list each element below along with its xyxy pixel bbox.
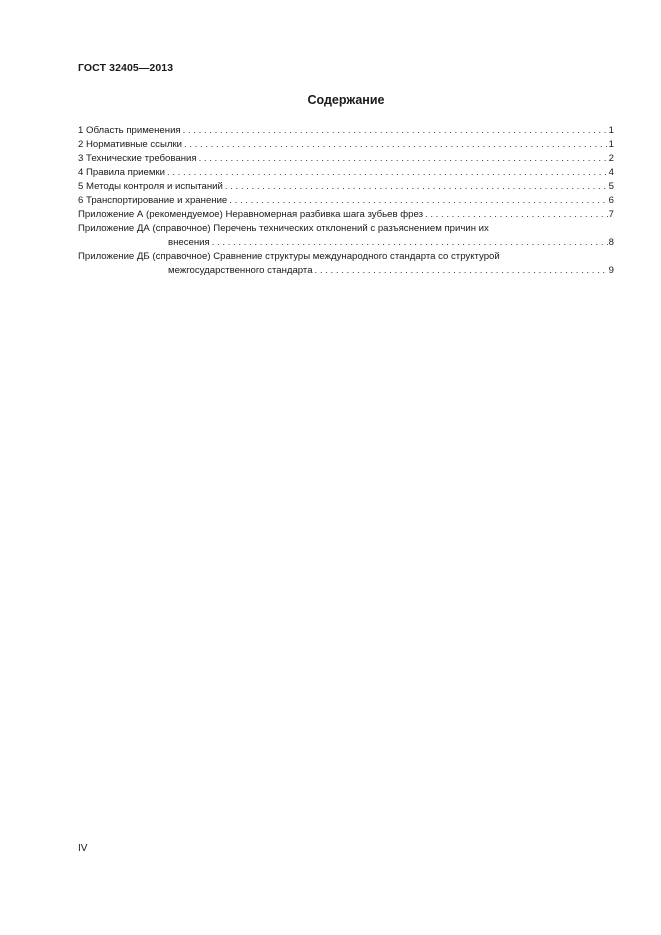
- toc-entry-label: 6 Транспортирование и хранение: [78, 195, 228, 206]
- toc-leader-dots: [212, 236, 608, 250]
- toc-entry-page: 1: [608, 125, 614, 136]
- toc-entry[interactable]: [78, 180, 614, 194]
- toc-entry-page: 8: [608, 237, 614, 248]
- toc-leader-dots: [199, 152, 608, 166]
- toc-entry[interactable]: [78, 194, 614, 208]
- toc-entry-page: 7: [608, 209, 614, 220]
- toc-leader-dots: [183, 124, 608, 138]
- toc-annex-entry[interactable]: [78, 222, 614, 250]
- toc-entry[interactable]: [78, 208, 614, 222]
- toc-annex-label-cont: внесения: [168, 237, 210, 248]
- toc-entry[interactable]: [78, 124, 614, 138]
- toc-leader-dots: [425, 208, 608, 222]
- page-number: IV: [78, 843, 88, 854]
- toc-annex-entry[interactable]: [78, 250, 614, 278]
- toc-entry-label: 2 Нормативные ссылки: [78, 139, 183, 150]
- toc-entry-page: 4: [608, 167, 614, 178]
- toc-entry-page: 2: [608, 153, 614, 164]
- toc-entry-label: 4 Правила приемки: [78, 167, 165, 178]
- toc-entry-label: 3 Технические требования: [78, 153, 197, 164]
- document-code: ГОСТ 32405—2013: [78, 62, 174, 74]
- toc-entry-label: 1 Область применения: [78, 125, 181, 136]
- table-of-contents: [78, 124, 614, 278]
- toc-leader-dots: [184, 138, 608, 152]
- toc-entry-label: Приложение А (рекомендуемое) Неравномерная разбивка шага зубьев фрез: [78, 209, 423, 220]
- toc-leader-dots: [229, 194, 607, 208]
- toc-annex-label-cont: межгосударственного стандарта: [168, 265, 313, 276]
- toc-entry[interactable]: [78, 152, 614, 166]
- toc-entry[interactable]: [78, 166, 614, 180]
- toc-annex-line1: Приложение ДА (справочное) Перечень технических отклонений с разъяснением причин их: [78, 223, 489, 234]
- toc-leader-dots: [315, 264, 608, 278]
- toc-annex-line1: Приложение ДБ (справочное) Сравнение структуры международного стандарта со структурой: [78, 251, 500, 262]
- page-title: Содержание: [307, 93, 385, 107]
- toc-entry-page: 6: [608, 195, 614, 206]
- toc-entry-page: 9: [608, 265, 614, 276]
- toc-entry-page: 1: [608, 139, 614, 150]
- toc-entry-page: 5: [608, 181, 614, 192]
- toc-annex-line2: [78, 264, 614, 278]
- toc-annex-line2: [78, 236, 614, 250]
- toc-leader-dots: [225, 180, 608, 194]
- toc-entry-label: 5 Методы контроля и испытаний: [78, 181, 223, 192]
- toc-leader-dots: [167, 166, 608, 180]
- toc-entry[interactable]: [78, 138, 614, 152]
